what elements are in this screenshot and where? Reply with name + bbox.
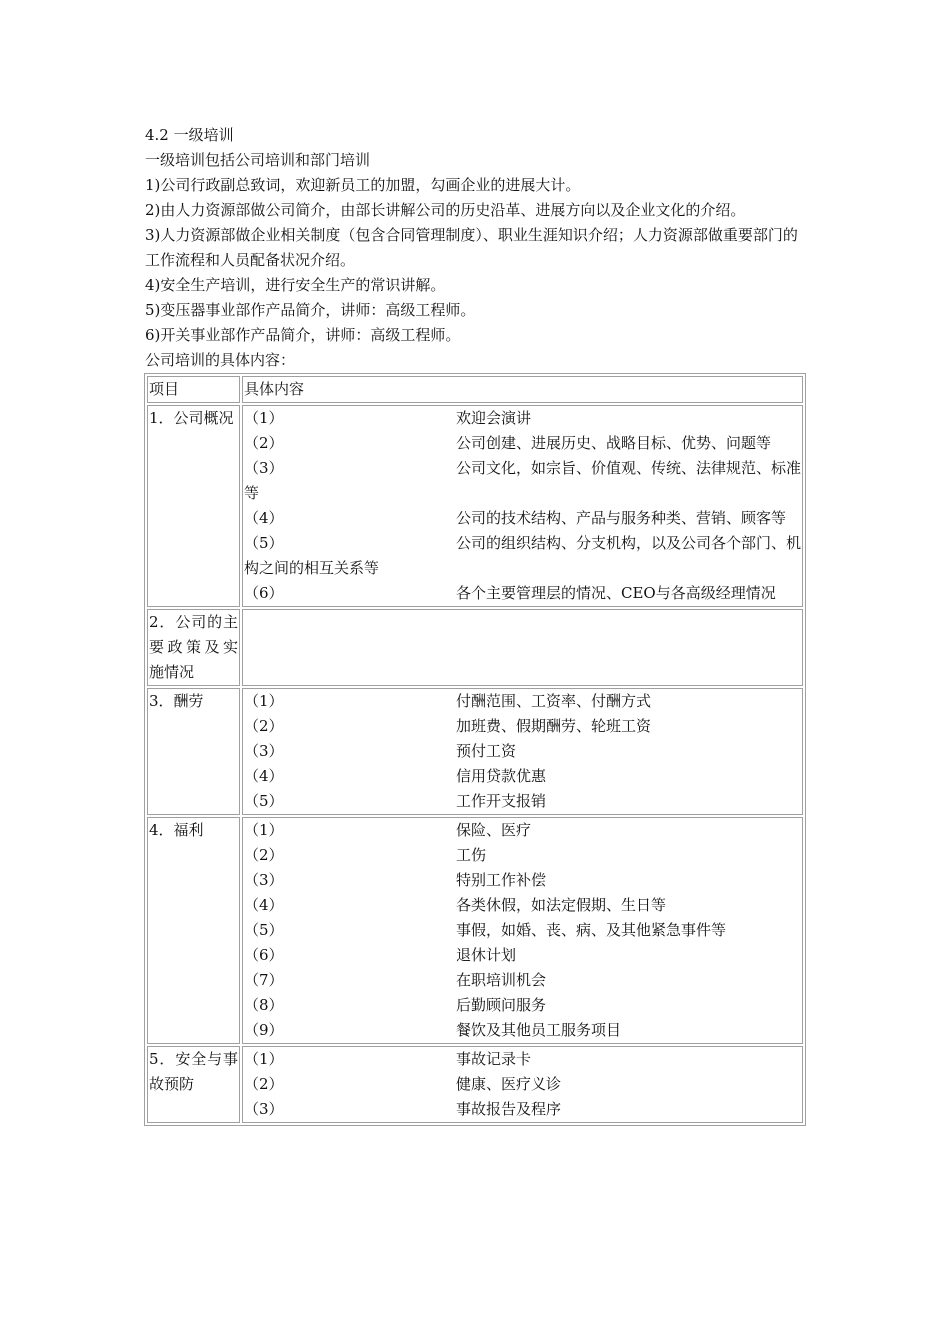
- content-entry: [244, 943, 801, 968]
- entry-number: （3）: [244, 459, 284, 477]
- point-4: 4)安全生产培训，进行安全生产的常识讲解。: [145, 276, 446, 294]
- content-entry: [244, 1047, 801, 1072]
- content-entry: [244, 739, 801, 764]
- row-item-label: 3．酬劳: [147, 688, 240, 815]
- content-entry: [244, 431, 801, 456]
- row-item-label: 2．公司的主要政策及实施情况: [147, 609, 240, 686]
- row-content: [242, 817, 803, 1044]
- row-item-label: 5．安全与事故预防: [147, 1046, 240, 1123]
- content-entry: [244, 918, 801, 943]
- entry-number: （4）: [244, 509, 284, 527]
- content-entry: [244, 1097, 801, 1122]
- table-row: [147, 1046, 803, 1123]
- content-entry: [244, 843, 801, 868]
- entry-text: 在职培训机会: [456, 971, 547, 989]
- entry-number: （1）: [244, 692, 284, 710]
- entry-number: （4）: [244, 896, 284, 914]
- entry-number: （2）: [244, 434, 284, 452]
- table-row: [147, 688, 803, 815]
- entry-text: 工伤: [456, 846, 487, 864]
- entry-text: 事故报告及程序: [456, 1100, 562, 1118]
- entry-text: 后勤顾问服务: [456, 996, 547, 1014]
- content-entry: [244, 868, 801, 893]
- entry-number: （3）: [244, 871, 284, 889]
- entry-text: 公司创建、进展历史、战略目标、优势、问题等: [456, 434, 772, 452]
- entry-number: （5）: [244, 534, 284, 552]
- content-entry: [244, 764, 801, 789]
- point-6: 6)开关事业部作产品简介，讲师：高级工程师。: [145, 326, 461, 344]
- entry-text: 各类休假，如法定假期、生日等: [456, 896, 667, 914]
- entry-number: （1）: [244, 821, 284, 839]
- content-entry: [244, 968, 801, 993]
- entry-text: 保险、医疗: [456, 821, 532, 839]
- training-content-table: [144, 373, 806, 1126]
- content-entry: [244, 689, 801, 714]
- content-entry: [244, 714, 801, 739]
- entry-number: （4）: [244, 767, 284, 785]
- content-entry: [244, 1018, 801, 1043]
- entry-number: （9）: [244, 1021, 284, 1039]
- table-row: [147, 609, 803, 686]
- row-item-label: 4．福利: [147, 817, 240, 1044]
- entry-number: （8）: [244, 996, 284, 1014]
- table-row: [147, 817, 803, 1044]
- table-caption: 公司培训的具体内容：: [145, 351, 296, 369]
- entry-number: （3）: [244, 742, 284, 760]
- entry-text: 事假，如婚、丧、病、及其他紧急事件等: [456, 921, 727, 939]
- entry-text: 特别工作补偿: [456, 871, 547, 889]
- row-content: [242, 405, 803, 607]
- entry-number: （2）: [244, 846, 284, 864]
- content-entry: [244, 506, 801, 531]
- content-entry: [244, 818, 801, 843]
- entry-text: 工作开支报销: [456, 792, 547, 810]
- entry-text: 公司文化，如宗旨、价值观、传统、法律规范、标准等: [244, 459, 802, 502]
- point-5: 5)变压器事业部作产品简介，讲师：高级工程师。: [145, 301, 476, 319]
- header-item: 项目: [147, 376, 240, 403]
- entry-text: 公司的技术结构、产品与服务种类、营销、顾客等: [456, 509, 787, 527]
- content-entry: [244, 789, 801, 814]
- intro-line: 一级培训包括公司培训和部门培训: [145, 151, 371, 169]
- table-header-row: [147, 376, 803, 403]
- table-row: [147, 405, 803, 607]
- entry-text: 事故记录卡: [456, 1050, 532, 1068]
- entry-text: 健康、医疗义诊: [456, 1075, 562, 1093]
- content-entry: [244, 893, 801, 918]
- point-2: 2)由人力资源部做公司简介，由部长讲解公司的历史沿革、进展方向以及企业文化的介绍。: [145, 201, 746, 219]
- entry-number: （5）: [244, 792, 284, 810]
- entry-text: 各个主要管理层的情况、CEO与各高级经理情况: [456, 584, 776, 602]
- content-entry: [244, 1072, 801, 1097]
- entry-number: （1）: [244, 1050, 284, 1068]
- entry-number: （5）: [244, 921, 284, 939]
- content-entry: [244, 993, 801, 1018]
- document-page: [145, 123, 807, 1126]
- entry-number: （7）: [244, 971, 284, 989]
- entry-text: 加班费、假期酬劳、轮班工资: [456, 717, 652, 735]
- section-heading: 4.2 一级培训: [145, 126, 234, 144]
- row-content: [242, 688, 803, 815]
- content-entry: [244, 581, 801, 606]
- entry-text: 餐饮及其他员工服务项目: [456, 1021, 622, 1039]
- entry-text: 预付工资: [456, 742, 517, 760]
- entry-text: 退休计划: [456, 946, 517, 964]
- entry-number: （6）: [244, 946, 284, 964]
- entry-number: （1）: [244, 409, 284, 427]
- entry-text: 信用贷款优惠: [456, 767, 547, 785]
- entry-text: 付酬范围、工资率、付酬方式: [456, 692, 652, 710]
- row-item-label: 1．公司概况: [147, 405, 240, 607]
- entry-number: （2）: [244, 717, 284, 735]
- content-entry: [244, 531, 801, 581]
- entry-number: （3）: [244, 1100, 284, 1118]
- content-entry: [244, 456, 801, 506]
- entry-text: 公司的组织结构、分支机构，以及公司各个部门、机构之间的相互关系等: [244, 534, 802, 577]
- point-3: 3)人力资源部做企业相关制度（包含合同管理制度）、职业生涯知识介绍；人力资源部做重要部门的工作流程和人员配备状况介绍。: [145, 226, 798, 269]
- content-entry: [244, 406, 801, 431]
- entry-number: （2）: [244, 1075, 284, 1093]
- header-content: 具体内容: [242, 376, 803, 403]
- table-body: [147, 376, 803, 1123]
- point-1: 1)公司行政副总致词，欢迎新员工的加盟，勾画企业的进展大计。: [145, 176, 581, 194]
- row-content: [242, 609, 803, 686]
- row-content: [242, 1046, 803, 1123]
- entry-text: 欢迎会演讲: [456, 409, 532, 427]
- entry-number: （6）: [244, 584, 284, 602]
